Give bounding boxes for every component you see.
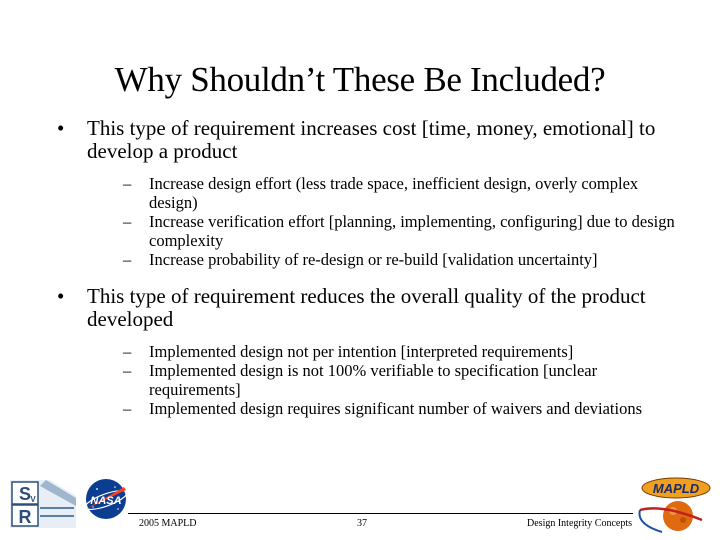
sub-bullet: – Implemented design not per intention [interpreted requirements] xyxy=(118,342,676,361)
bullet-cost xyxy=(56,117,676,269)
sub-bullet-list xyxy=(87,342,676,418)
footer-title: Design Integrity Concepts xyxy=(527,518,632,529)
svg-text:V: V xyxy=(30,495,36,504)
mapld-logo xyxy=(632,474,712,536)
nasa-logo xyxy=(82,477,130,521)
svg-text:R: R xyxy=(18,507,32,527)
svr-logo xyxy=(10,478,76,530)
bullet-text: This type of requirement increases cost [time, money, emotional] to develop a product xyxy=(87,116,656,163)
slide-title: Why Shouldn’t These Be Included? xyxy=(114,60,606,99)
svg-text:S: S xyxy=(18,484,32,504)
bullet-text: This type of requirement reduces the overall quality of the product developed xyxy=(87,284,646,331)
sub-bullet: – Increase probability of re-design or re-build [validation uncertainty] xyxy=(118,250,676,269)
footer-page-number: 37 xyxy=(357,518,367,529)
sub-bullet: – Increase design effort (less trade space, inefficient design, overly complex design) xyxy=(118,174,676,212)
sub-bullet: – Implemented design is not 100% verifiable to specification [unclear requirements] xyxy=(118,361,676,399)
footer-divider xyxy=(128,513,633,514)
bullet-quality xyxy=(56,285,676,418)
sub-bullet: – Increase verification effort [planning, implementing, configuring] due to design complexity xyxy=(118,212,676,250)
bullet-list xyxy=(56,117,676,418)
sub-bullet-list xyxy=(87,174,676,269)
svg-text:MAPLD: MAPLD xyxy=(652,481,700,496)
sub-bullet: – Implemented design requires significant number of waivers and deviations xyxy=(118,399,676,418)
svg-text:NASA: NASA xyxy=(90,495,122,507)
footer-conference: 2005 MAPLD xyxy=(139,518,197,529)
